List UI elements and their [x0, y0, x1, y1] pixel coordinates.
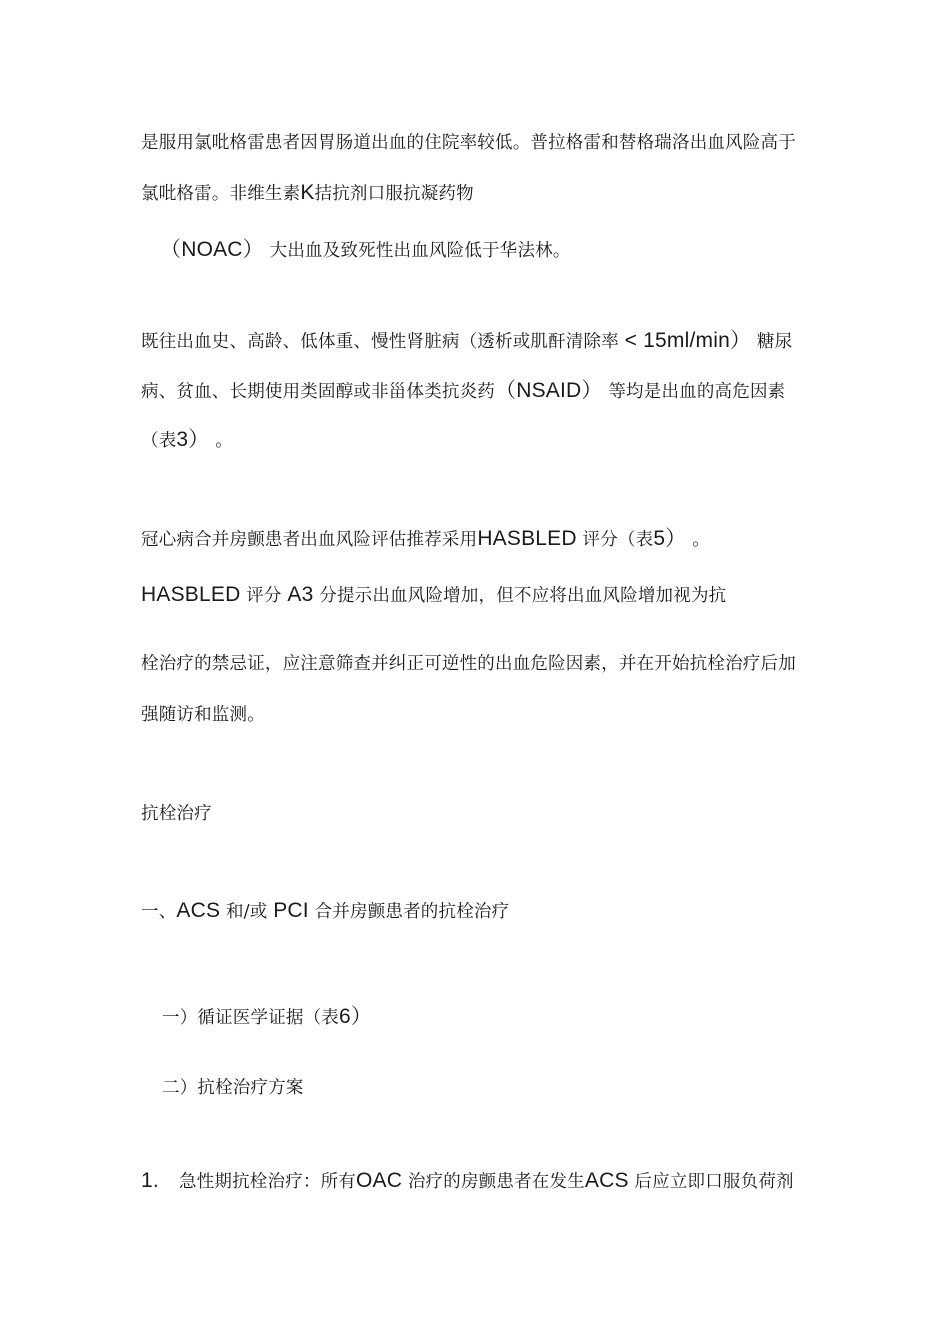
text-run-latin: K	[300, 181, 315, 204]
text-run: 病、贫血、长期使用类固醇或非甾体类抗炎药	[141, 382, 495, 402]
text-run: 。	[215, 431, 233, 451]
paragraph-line	[141, 583, 726, 608]
section-heading	[141, 802, 212, 826]
text-run-latin: HASBLED	[477, 527, 577, 550]
text-run-latin: ACS	[176, 899, 221, 922]
text-run: 评分	[246, 586, 282, 606]
paragraph-line	[160, 238, 571, 263]
text-run-latin: OAC	[356, 1169, 403, 1192]
text-run: 合并房颤患者的抗栓治疗	[314, 902, 510, 922]
text-run: 急性期抗栓治疗：所有	[179, 1172, 356, 1192]
text-run: 拮抗剂口服抗凝药物	[314, 184, 474, 204]
text-run-latin: 6）	[339, 1005, 373, 1028]
text-run: 冠心病合并房颤患者出血风险评估推荐采用	[141, 530, 478, 550]
text-run: 强随访和监测。	[141, 705, 265, 725]
subheading	[162, 1076, 304, 1100]
paragraph-line	[141, 703, 265, 727]
text-run: 。	[692, 530, 710, 550]
paragraph-line	[141, 181, 474, 206]
text-run: 是服用氯吡格雷患者因胃肠道出血的住院率较低。普拉格雷和替格瑞洛出血风险高于	[141, 133, 796, 153]
text-run: 分提示出血风险增加，但不应将出血风险增加视为抗	[319, 586, 727, 606]
text-run: 大出血及致死性出血风险低于华法林。	[269, 241, 571, 261]
text-run: 糖尿	[756, 332, 793, 352]
text-run-latin: < 15ml/min）	[624, 329, 752, 352]
subsection-heading	[141, 899, 509, 924]
paragraph-line	[141, 428, 233, 453]
text-run: 评分（表	[582, 530, 654, 550]
text-run: （表	[141, 431, 177, 451]
numbered-item	[141, 1169, 794, 1194]
text-run: 既往出血史、高龄、低体重、慢性肾脏病（透析或肌酐清除率	[141, 332, 619, 352]
text-run: 和/或	[225, 902, 268, 922]
text-run: 一）循证医学证据（表	[162, 1008, 339, 1028]
paragraph-line	[141, 131, 796, 155]
paragraph-line	[141, 527, 710, 552]
text-run-latin: 3）	[176, 428, 210, 451]
text-run-latin: HASBLED	[141, 583, 241, 606]
text-run: 一、	[141, 902, 177, 922]
paragraph-line	[141, 652, 796, 676]
text-run-latin: A3	[287, 583, 314, 606]
text-run-latin: （NOAC）	[160, 238, 264, 261]
paragraph-line	[141, 379, 785, 404]
text-run: 氯吡格雷。非维生素	[141, 184, 301, 204]
paragraph-line	[141, 329, 792, 354]
heading-text: 抗栓治疗	[141, 804, 212, 824]
text-run-latin: ACS	[584, 1169, 629, 1192]
subheading	[162, 1005, 372, 1030]
text-run-latin: 5）	[653, 527, 687, 550]
item-number: 1.	[141, 1169, 159, 1192]
text-run: 二）抗栓治疗方案	[162, 1078, 304, 1098]
text-run-latin: （NSAID）	[495, 379, 603, 402]
text-run: 后应立即口服负荷剂	[634, 1172, 794, 1192]
text-run: 等均是出血的高危因素	[608, 382, 786, 402]
text-run: 治疗的房颤患者在发生	[407, 1172, 585, 1192]
text-run-latin: PCI	[273, 899, 309, 922]
text-run: 栓治疗的禁忌证，应注意筛查并纠正可逆性的出血危险因素，并在开始抗栓治疗后加	[141, 654, 796, 674]
